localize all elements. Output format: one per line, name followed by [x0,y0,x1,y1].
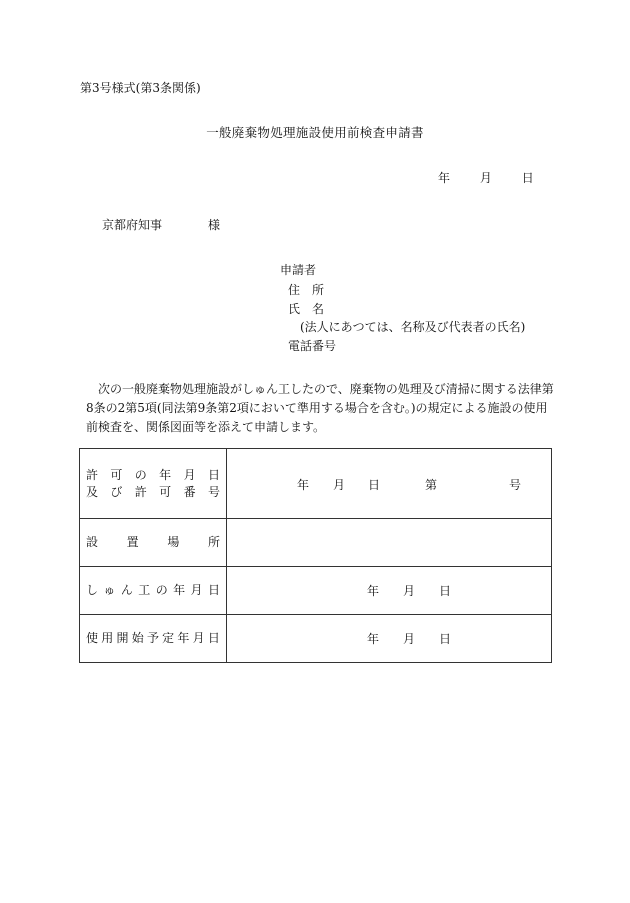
permit-dai-label: 第 [425,478,438,492]
label-char: の [134,467,147,482]
table-row-location [80,519,552,567]
date-month-label: 月 [479,171,492,185]
label-char: 場 [167,535,180,549]
label-char: 日 [207,467,220,482]
location-label [86,534,220,551]
label-char: 日 [207,631,220,645]
label-char: し [86,583,99,597]
start-month-label: 月 [403,632,416,646]
start-label-cell [80,615,227,663]
completion-date-value [227,567,551,614]
corporate-note: (法人にあつては、名称及び代表者の氏名) [300,320,526,334]
label-char: 日 [207,583,220,597]
location-value-cell[interactable] [227,519,552,567]
statement-line: 次の一般廃棄物処理施設がしゅん工したので、廃棄物の処理及び清掃に関する法律第 [86,382,554,396]
application-table [79,448,552,663]
label-char: 番 [183,484,196,499]
start-value-cell[interactable] [227,615,552,663]
label-char: び [110,484,123,499]
application-date [438,170,534,186]
table-row-permit [80,449,552,519]
statement-line: 8条の2第5項(同法第9条第2項において準用する場合を含む。)の規定による施設の使用 [86,401,548,415]
label-char: 月 [183,467,196,482]
label-char: 定 [162,631,175,645]
addressee-name: 京都府知事 [102,218,163,232]
permit-label-line1 [86,467,220,484]
permit-go-label: 号 [509,478,522,492]
completion-label [86,582,220,599]
label-char: 使 [86,631,99,645]
permit-label-cell [80,449,227,519]
applicant-heading: 申請者 [280,263,317,277]
form-number: 第3号様式(第3条関係) [80,81,201,95]
completion-year-label: 年 [367,584,380,598]
completion-label-cell [80,567,227,615]
label-char: 工 [138,583,151,597]
table-row-start-date [80,615,552,663]
permit-year-label: 年 [297,478,310,492]
label-char: 可 [110,467,123,482]
label-char: 許 [134,484,147,499]
start-date-value [227,615,551,662]
completion-day-label: 日 [439,584,452,598]
date-year-label: 年 [438,171,451,185]
start-label [86,630,220,647]
label-char: 許 [86,467,99,482]
table-row-completion-date [80,567,552,615]
statement-line: 前検査を、関係図面等を添えて申請します。 [86,420,326,434]
permit-day-label: 日 [368,478,381,492]
label-char: 予 [146,631,159,645]
permit-value-cell[interactable] [227,449,552,519]
label-char: 所 [207,535,220,549]
permit-value [227,449,551,518]
applicant-address-label: 住 所 [288,283,325,297]
label-char: 始 [131,631,144,645]
start-day-label: 日 [439,632,452,646]
label-char: 年 [173,583,186,597]
applicant-name-label: 氏 名 [288,302,325,316]
label-char: 用 [101,631,114,645]
date-day-label: 日 [521,171,534,185]
label-char: 設 [86,535,99,549]
form-title: 一般廃棄物処理施設使用前検査申請書 [206,125,424,140]
completion-month-label: 月 [403,584,416,598]
addressee [102,217,220,233]
label-char: の [155,583,168,597]
label-char: 置 [126,535,139,549]
label-char: 年 [177,631,190,645]
label-char: 号 [207,484,220,499]
label-char: ゅ [103,583,116,597]
application-statement [86,380,556,437]
completion-value-cell[interactable] [227,567,552,615]
label-char: 月 [190,583,203,597]
label-char: 可 [159,484,172,499]
start-year-label: 年 [367,632,380,646]
label-char: 開 [116,631,129,645]
label-char: 及 [86,484,99,499]
location-label-cell [80,519,227,567]
label-char: 月 [192,631,205,645]
permit-month-label: 月 [333,478,346,492]
permit-label-line2 [86,484,220,501]
label-char: ん [120,583,133,597]
label-char: 年 [159,467,172,482]
addressee-honorific: 様 [208,218,221,232]
applicant-phone-label: 電話番号 [288,339,337,353]
